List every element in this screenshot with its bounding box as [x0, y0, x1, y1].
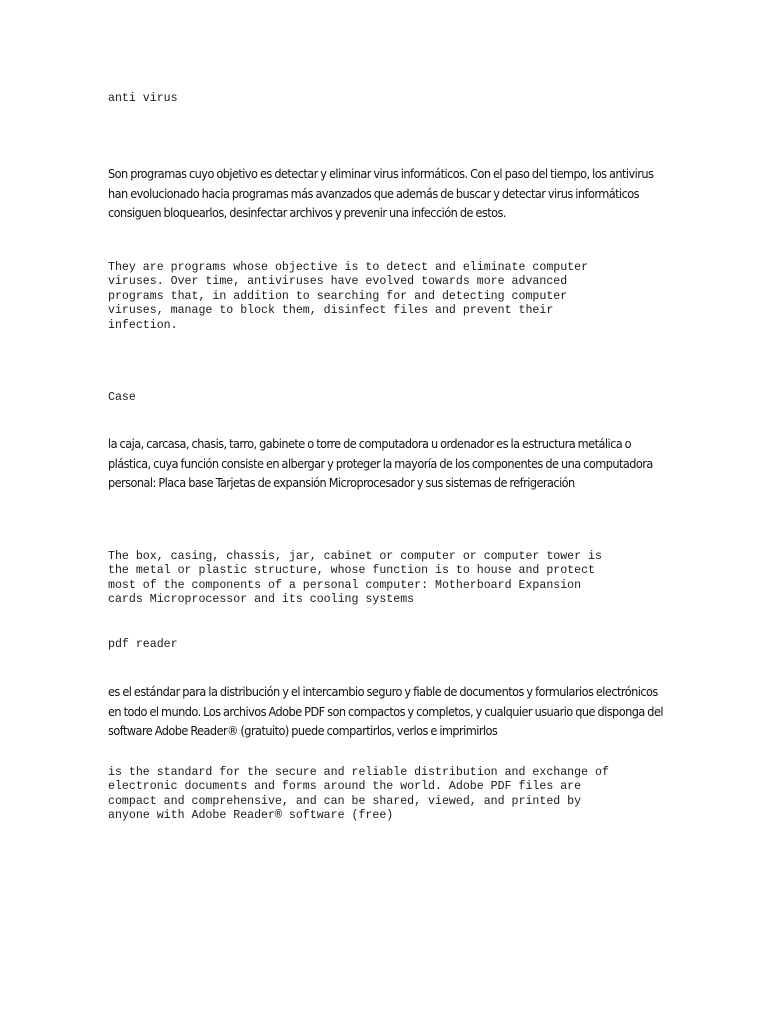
section-heading-antivirus: anti virus	[108, 92, 178, 105]
pdf-reader-spanish-paragraph: es el estándar para la distribución y el intercambio seguro y fiable de documentos y formularios electrónicos en todo el mundo. Los archivos Adobe PDF son compactos y completos, y cualquier usuario que disponga del software Adobe Reader® (gratuito) puede compartirlos, verlos e imprimirlos	[108, 684, 663, 738]
section-heading-pdf-reader: pdf reader	[108, 638, 178, 651]
case-spanish-paragraph: la caja, carcasa, chasis, tarro, gabinete o torre de computadora u ordenador es la estructura metálica o plástica, cuya función consiste en albergar y proteger la mayoría de los componentes de una computadora personal: Placa base Tarjetas de expansión Microprocesador y sus sistemas de refrigeración	[108, 436, 653, 490]
pdf-reader-english-paragraph: is the standard for the secure and reliable distribution and exchange of electronic documents and forms around the world. Adobe PDF files are compact and comprehensive, and can be shared, viewed, and printed by anyone with Adobe Reader® software (free)	[108, 766, 609, 823]
section-heading-case: Case	[108, 391, 136, 404]
case-english-paragraph: The box, casing, chassis, jar, cabinet or computer or computer tower is the metal or plastic structure, whose function is to house and protect most of the components of a personal computer: Motherboard Expansion cards Microprocessor and its cooling systems	[108, 550, 602, 607]
antivirus-spanish-paragraph: Son programas cuyo objetivo es detectar y eliminar virus informáticos. Con el paso del tiempo, los antivirus han evolucionado hacia programas más avanzados que además de buscar y detectar virus informáticos consiguen bloquearlos, desinfectar archivos y prevenir una infección de estos.	[108, 166, 654, 220]
antivirus-english-paragraph: They are programs whose objective is to detect and eliminate computer viruses. Over time, antiviruses have evolved towards more advanced programs that, in addition to searching for and detecting computer viruses, manage to block them, disinfect files and prevent their infection.	[108, 261, 589, 332]
